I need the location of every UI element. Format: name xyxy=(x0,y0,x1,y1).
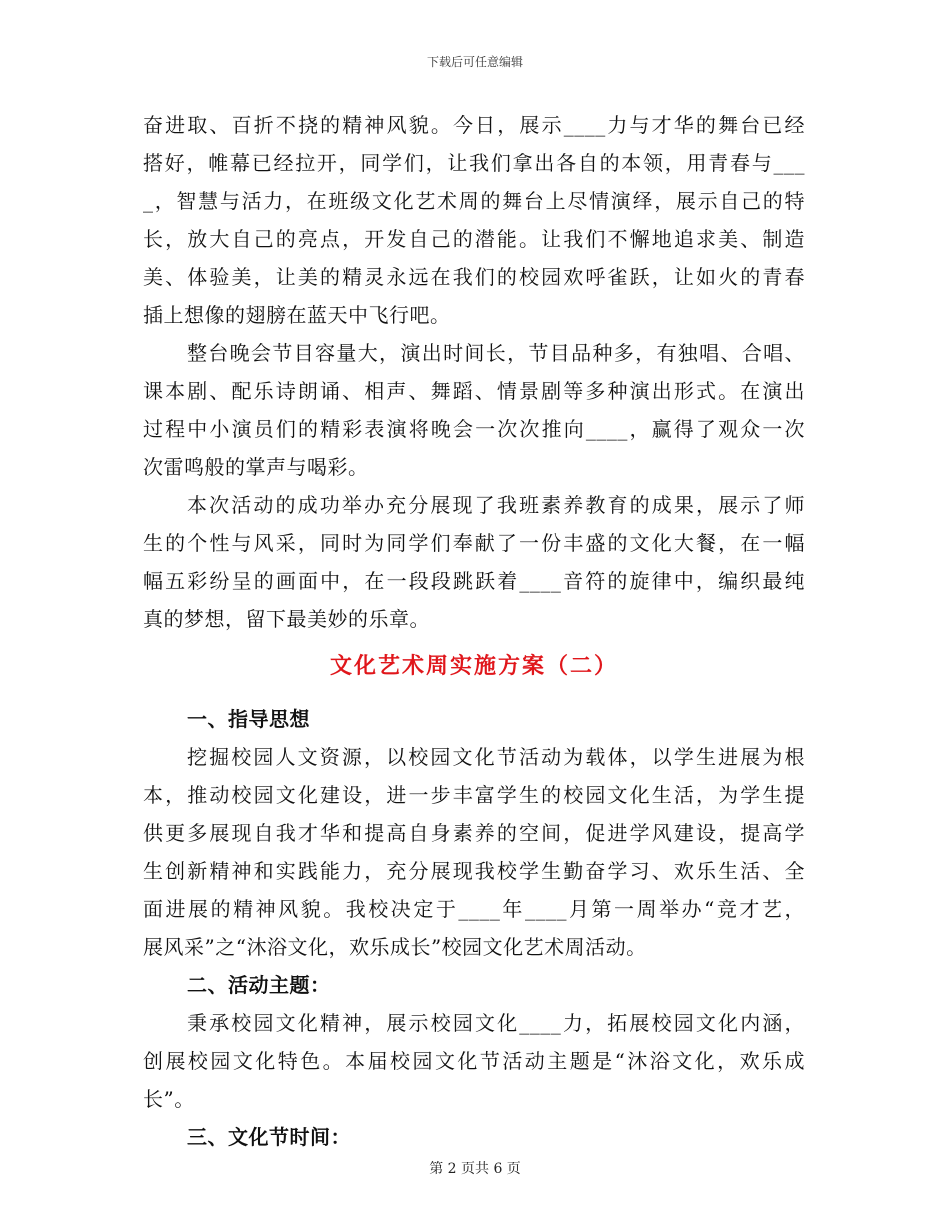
body-line: 奋进取、百折不挠的精神风貌。今日，展示____力与才华的舞台已经 xyxy=(143,113,805,137)
body-line: _，智慧与活力，在班级文化艺术周的舞台上尽情演绎，展示自己的特 xyxy=(143,189,805,213)
body-line: 美、体验美，让美的精灵永远在我们的校园欢呼雀跃，让如火的青春 xyxy=(143,265,805,289)
body-line: 搭好，帷幕已经拉开，同学们，让我们拿出各自的本领，用青春与___ xyxy=(143,151,805,175)
body-line: 生创新精神和实践能力，充分展现我校学生勤奋学习、欢乐生活、全 xyxy=(143,859,805,883)
paragraph-first-line: 秉承校园文化精神，展示校园文化____力，拓展校园文化内涵， xyxy=(187,1011,805,1035)
body-line: 本，推动校园文化建设，进一步丰富学生的校园文化生活，为学生提 xyxy=(143,783,805,807)
paragraph-first-line: 本次活动的成功举办充分展现了我班素养教育的成果，展示了师 xyxy=(187,493,805,517)
body-line: 真的梦想，留下最美妙的乐章。 xyxy=(143,607,430,631)
section-heading: 一、指导思想 xyxy=(187,707,310,731)
body-line: 供更多展现自我才华和提高自身素养的空间，促进学风建设，提高学 xyxy=(143,821,805,845)
paragraph-first-line: 挖掘校园人文资源，以校园文化节活动为载体，以学生进展为根 xyxy=(187,745,805,769)
paragraph-first-line: 整台晚会节目容量大，演出时间长，节目品种多，有独唱、合唱、 xyxy=(187,341,805,365)
section-title: 文化艺术周实施方案（二） xyxy=(329,654,618,679)
page-footer: 第 2 页共 6 页 xyxy=(429,1161,521,1177)
body-line: 幅五彩纷呈的画面中，在一段段跳跃着____音符的旋律中，编织最纯 xyxy=(143,569,805,593)
body-line: 生的个性与风采，同时为同学们奉献了一份丰盛的文化大餐，在一幅 xyxy=(143,531,805,555)
body-line: 插上想像的翅膀在蓝天中飞行吧。 xyxy=(143,303,451,327)
section-heading: 三、文化节时间： xyxy=(187,1125,351,1149)
section-heading: 二、活动主题： xyxy=(187,973,331,997)
body-line: 创展校园文化特色。本届校园文化节活动主题是“沐浴文化，欢乐成 xyxy=(143,1049,805,1073)
body-line: 面进展的精神风貌。我校决定于____年____月第一周举办“竞才艺， xyxy=(143,897,805,921)
body-line: 展风采”之“沐浴文化，欢乐成长”校园文化艺术周活动。 xyxy=(143,935,647,959)
body-line: 次雷鸣般的掌声与喝彩。 xyxy=(143,455,369,479)
body-line: 过程中小演员们的精彩表演将晚会一次次推向____，赢得了观众一次 xyxy=(143,417,805,441)
body-line: 课本剧、配乐诗朗诵、相声、舞蹈、情景剧等多种演出形式。在演出 xyxy=(143,379,805,403)
body-line: 长，放大自己的亮点，开发自己的潜能。让我们不懈地追求美、制造 xyxy=(143,227,805,251)
document-body xyxy=(143,106,805,1156)
body-line: 长”。 xyxy=(143,1087,195,1111)
page-header: 下载后可任意编辑 xyxy=(426,55,523,69)
